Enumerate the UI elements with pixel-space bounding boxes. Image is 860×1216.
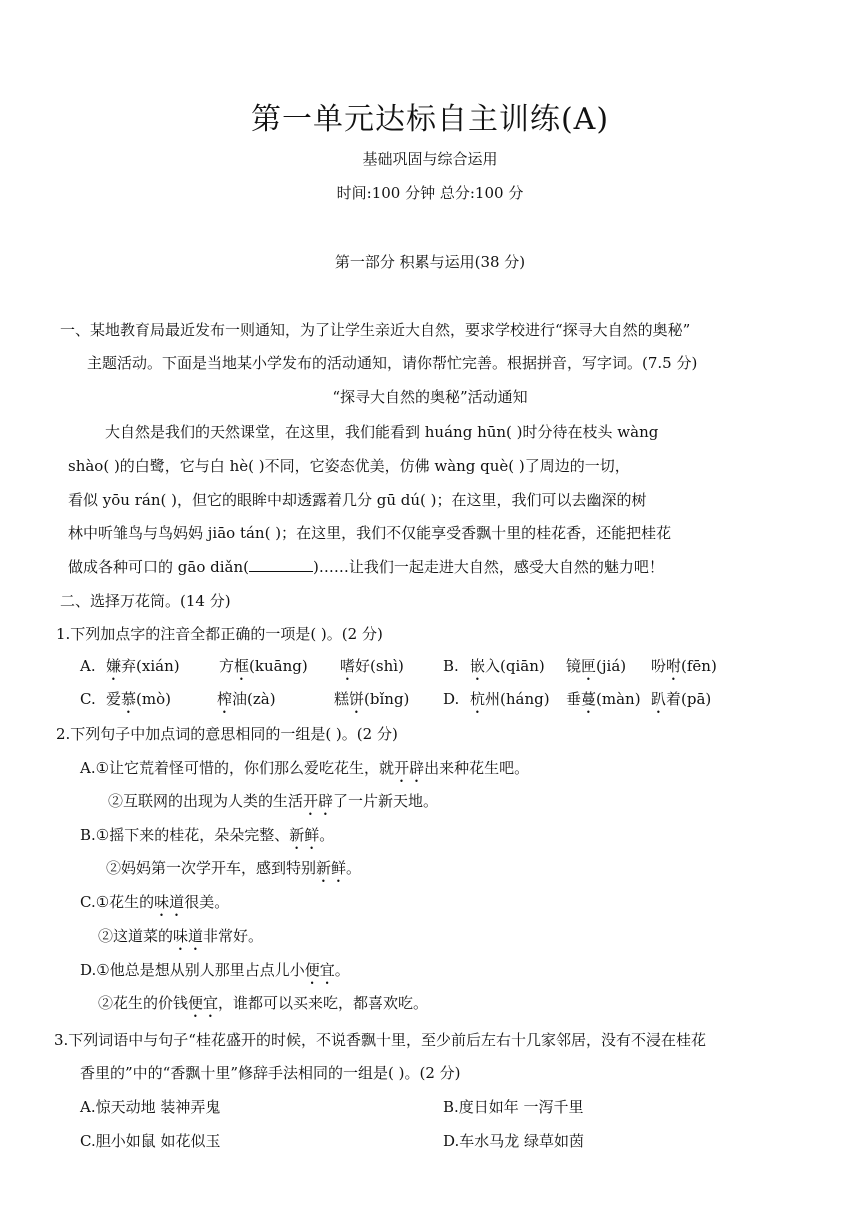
option-d-word-3: 趴着(pā) [651,690,712,708]
q2-2-option-c-sentence-1: C.①花生的味道很美。 [80,893,230,911]
q2-1-option-a [80,656,96,676]
option-label: D. [443,690,460,708]
notice-paragraph-line5 [68,557,664,577]
answer-blank-underlined[interactable] [249,557,313,572]
q2-2-option-d-sentence-1: D.①他总是想从别人那里占点儿小便宜。 [80,961,350,979]
q1-prompt-line1: 一、某地教育局最近发布一则通知，为了让学生亲近大自然，要求学校进行“探寻大自然的奥秘” [60,321,691,339]
page-title: 第一单元达标自主训练(A) [250,102,610,137]
q2-1-option-b [443,656,459,676]
option-c-word-3: 糕饼(bǐng) [334,690,410,708]
q2-1-stem: 1.下列加点字的注音全都正确的一项是( )。(2 分) [56,625,383,643]
option-label: C. [80,690,96,708]
option-a-word-1: 嫌弃(xián) [106,657,180,675]
part1-heading: 第一部分 积累与运用(38 分) [334,253,526,271]
notice-paragraph-line4: 林中听雏鸟与鸟妈妈 jiāo tán( )；在这里，我们不仅能享受香飘十里的桂花香，还能把桂花 [68,524,672,542]
q2-3-option-c: C.胆小如鼠 如花似玉 [80,1132,221,1150]
notice-paragraph-line1: 大自然是我们的天然课堂，在这里，我们能看到 huáng hūn( )时分待在枝头 wàng [105,423,659,441]
option-b-word-1: 嵌入(qiān) [470,657,545,675]
option-b-word-3: 吩咐(fēn) [651,657,717,675]
q2-2-option-b-sentence-1: B.①摇下来的桂花，朵朵完整、新鲜。 [80,826,335,844]
notice-line5-start: 做成各种可口的 gāo diǎn( [68,558,249,576]
q2-2-option-a-sentence-2: ②互联网的出现为人类的生活开辟了一片新天地。 [108,792,439,810]
section2-heading: 二、选择万花筒。(14 分) [60,592,231,610]
option-a-word-3: 嗜好(shì) [340,657,404,675]
q2-1-option-c [80,689,96,709]
q2-3-option-d: D.车水马龙 绿草如茵 [443,1132,585,1150]
q2-3-stem-line1: 3.下列词语中与句子“桂花盛开的时候，不说香飘十里，至少前后左右十几家邻居，没有不浸在桂花 [54,1031,706,1049]
q2-3-option-a: A.惊天动地 装神弄鬼 [80,1098,221,1116]
option-label: B. [443,657,459,675]
q1-prompt-line2: 主题活动。下面是当地某小学发布的活动通知，请你帮忙完善。根据拼音，写字词。(7.5 分) [87,354,698,372]
q2-2-option-b-sentence-2: ②妈妈第一次学开车，感到特别新鲜。 [106,859,362,877]
option-c-word-1: 爱慕(mò) [106,690,171,708]
q2-3-stem-line2: 香里的”中的“香飘十里”修辞手法相同的一组是( )。(2 分) [80,1064,461,1082]
notice-paragraph-line3: 看似 yōu rán( )，但它的眼眸中却透露着几分 gū dú( )；在这里，我们可以去幽深的树 [68,491,647,509]
option-label: A. [80,657,96,675]
q2-2-option-a-sentence-1: A.①让它荒着怪可惜的，你们那么爱吃花生，就开辟出来种花生吧。 [80,759,530,777]
time-info: 时间:100 分钟 总分:100 分 [336,184,524,202]
option-b-word-2: 镜匣(jiá) [566,657,627,675]
option-d-word-2: 垂蔓(màn) [566,690,641,708]
notice-paragraph-line2: shào( )的白鹭，它与白 hè( )不同，它姿态优美，仿佛 wàng què( )了周边的一切， [68,457,630,475]
notice-title: “探寻大自然的奥秘”活动通知 [332,388,528,406]
option-a-word-2: 方框(kuāng) [219,657,308,675]
q2-2-option-d-sentence-2: ②花生的价钱便宜，谁都可以买来吃，都喜欢吃。 [98,994,429,1012]
q2-2-stem: 2.下列句子中加点词的意思相同的一组是( )。(2 分) [56,725,398,743]
option-c-word-2: 榨油(zà) [217,690,276,708]
option-d-word-1: 杭州(háng) [470,690,550,708]
q2-3-option-b: B.度日如年 一泻千里 [443,1098,584,1116]
page-subtitle: 基础巩固与综合运用 [362,150,498,168]
q2-2-option-c-sentence-2: ②这道菜的味道非常好。 [98,927,264,945]
q2-1-option-d [443,689,459,709]
notice-line5-end: )……让我们一起走进大自然，感受大自然的魅力吧！ [312,558,664,576]
